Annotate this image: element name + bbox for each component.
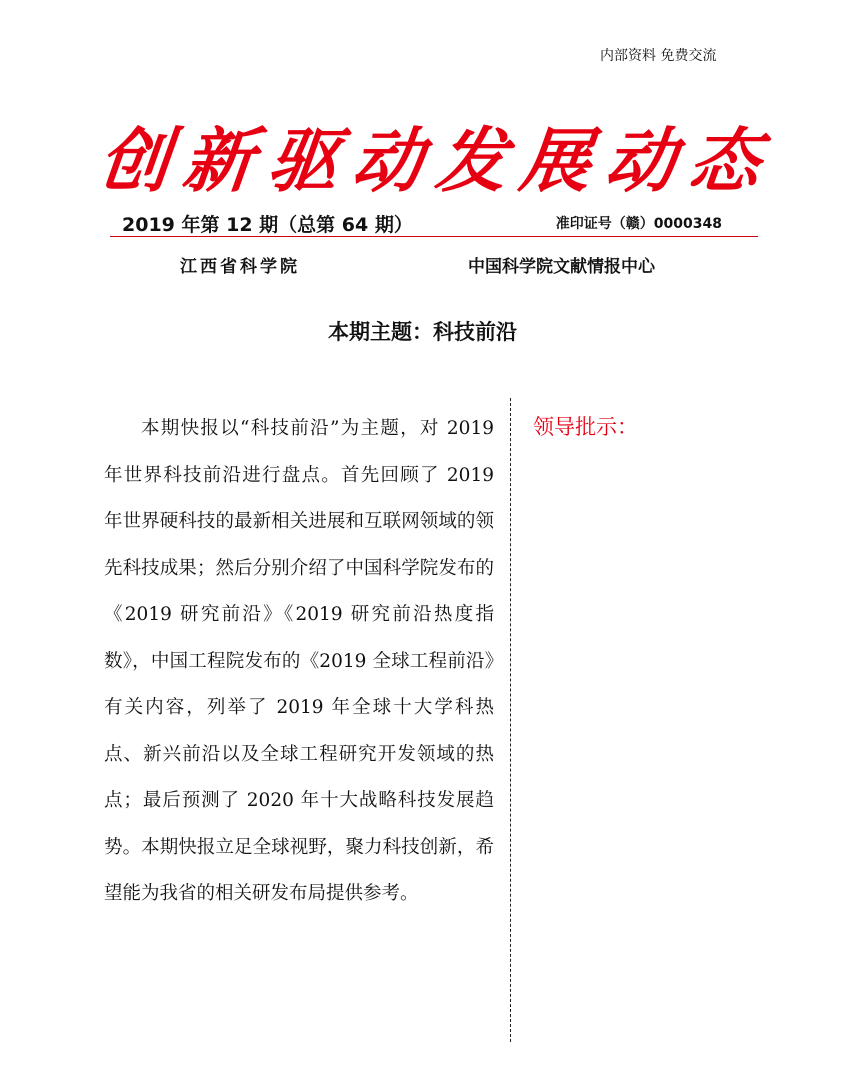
abstract-paragraph: 本期快报以“科技前沿”为主题，对 2019 年世界科技前沿进行盘点。首先回顾了 2019 年世界硬科技的最新相关进展和互联网领域的领先科技成果；然后分别介绍了中国科学院发布的《2019 研究前沿》《2019 研究前沿热度指数》，中国工程院发布的《2019 全球工程前沿》有关内容，列举了 2019 年全球十大学科热点、新兴前沿以及全球工程研究开发领域的热点；最后预测了 2020 年十大战略科技发展趋势。本期快报立足全球视野，聚力科技创新，希望能为我省的相关研发布局提供参考。 bbox=[104, 418, 494, 904]
column-divider bbox=[510, 398, 511, 1042]
internal-distribution-label: 内部资料 免费交流 bbox=[600, 48, 717, 64]
masthead-char: 发 bbox=[432, 118, 511, 202]
issue-theme: 本期主题：科技前沿 bbox=[328, 320, 517, 344]
issue-rule bbox=[110, 208, 758, 237]
masthead-char: 态 bbox=[685, 118, 764, 202]
masthead-title bbox=[95, 110, 764, 202]
issue-number: 2019 年第 12 期（总第 64 期） bbox=[122, 214, 413, 236]
masthead-char: 展 bbox=[516, 118, 596, 202]
masthead-char: 动 bbox=[347, 118, 427, 202]
publisher-left: 江西省科学院 bbox=[180, 257, 300, 277]
masthead-char: 创 bbox=[95, 118, 174, 202]
masthead-char: 驱 bbox=[263, 118, 343, 202]
leader-comment-label: 领导批示： bbox=[533, 415, 638, 439]
publisher-right: 中国科学院文献情报中心 bbox=[468, 257, 655, 277]
print-permit-number: 准印证号（赣）0000348 bbox=[555, 216, 722, 232]
masthead-char: 动 bbox=[600, 118, 680, 202]
masthead-char: 新 bbox=[179, 118, 259, 202]
